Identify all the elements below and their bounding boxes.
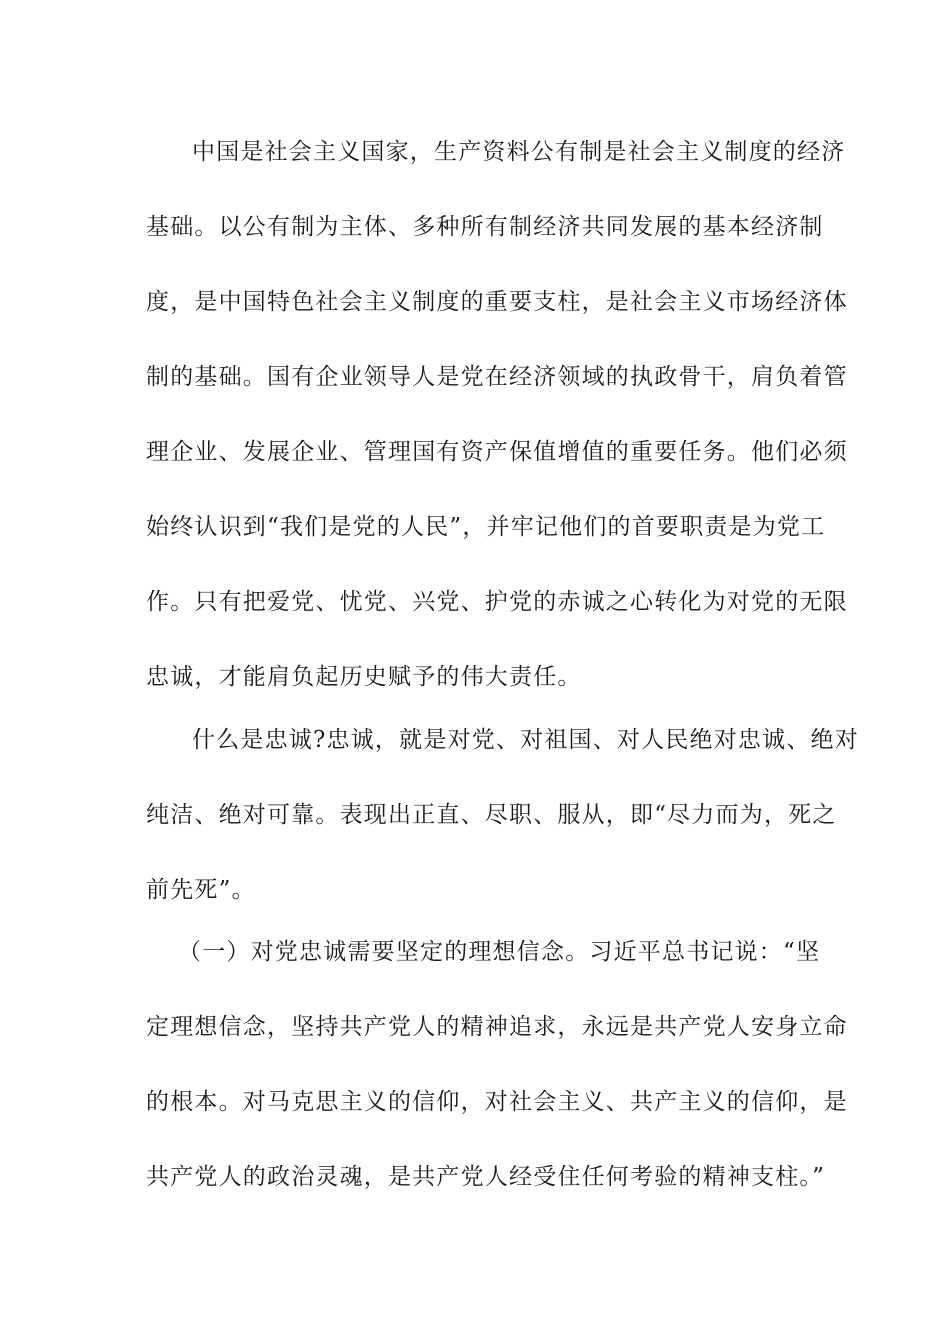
paragraph-3-line-2: 定理想信念，坚持共产党人的精神追求，永远是共产党人安身立命	[146, 1014, 848, 1040]
paragraph-1-line-2: 基础。以公有制为主体、多种所有制经济共同发展的基本经济制	[146, 214, 824, 240]
paragraph-1-line-1: 中国是社会主义国家，生产资料公有制是社会主义制度的经济	[192, 139, 846, 165]
paragraph-1-line-8: 忠诚，才能肩负起历史赋予的伟大责任。	[146, 664, 582, 690]
paragraph-1-line-5: 理企业、发展企业、管理国有资产保值增值的重要任务。他们必须	[146, 439, 848, 465]
paragraph-2-line-1: 什么是忠诚?忠诚，就是对党、对祖国、对人民绝对忠诚、绝对	[192, 727, 859, 753]
paragraph-2-line-2: 纯洁、绝对可靠。表现出正直、尽职、服从，即“尽力而为，死之	[146, 802, 837, 828]
paragraph-1-line-7: 作。只有把爱党、忧党、兴党、护党的赤诚之心转化为对党的无限	[146, 589, 848, 615]
paragraph-1-line-6: 始终认识到“我们是党的人民”，并牢记他们的首要职责是为党工	[146, 514, 826, 540]
paragraph-1-line-4: 制的基础。国有企业领导人是党在经济领域的执政骨干，肩负着管	[146, 364, 848, 390]
paragraph-1-line-3: 度，是中国特色社会主义制度的重要支柱，是社会主义市场经济体	[146, 289, 848, 315]
paragraph-3-line-1: （一）对党忠诚需要坚定的理想信念。习近平总书记说：“坚	[178, 939, 821, 965]
paragraph-3-line-4: 共产党人的政治灵魂，是共产党人经受住任何考验的精神支柱。”	[146, 1164, 826, 1190]
paragraph-3-line-3: 的根本。对马克思主义的信仰，对社会主义、共产主义的信仰，是	[146, 1089, 848, 1115]
paragraph-2-line-3: 前先死”。	[146, 877, 256, 903]
